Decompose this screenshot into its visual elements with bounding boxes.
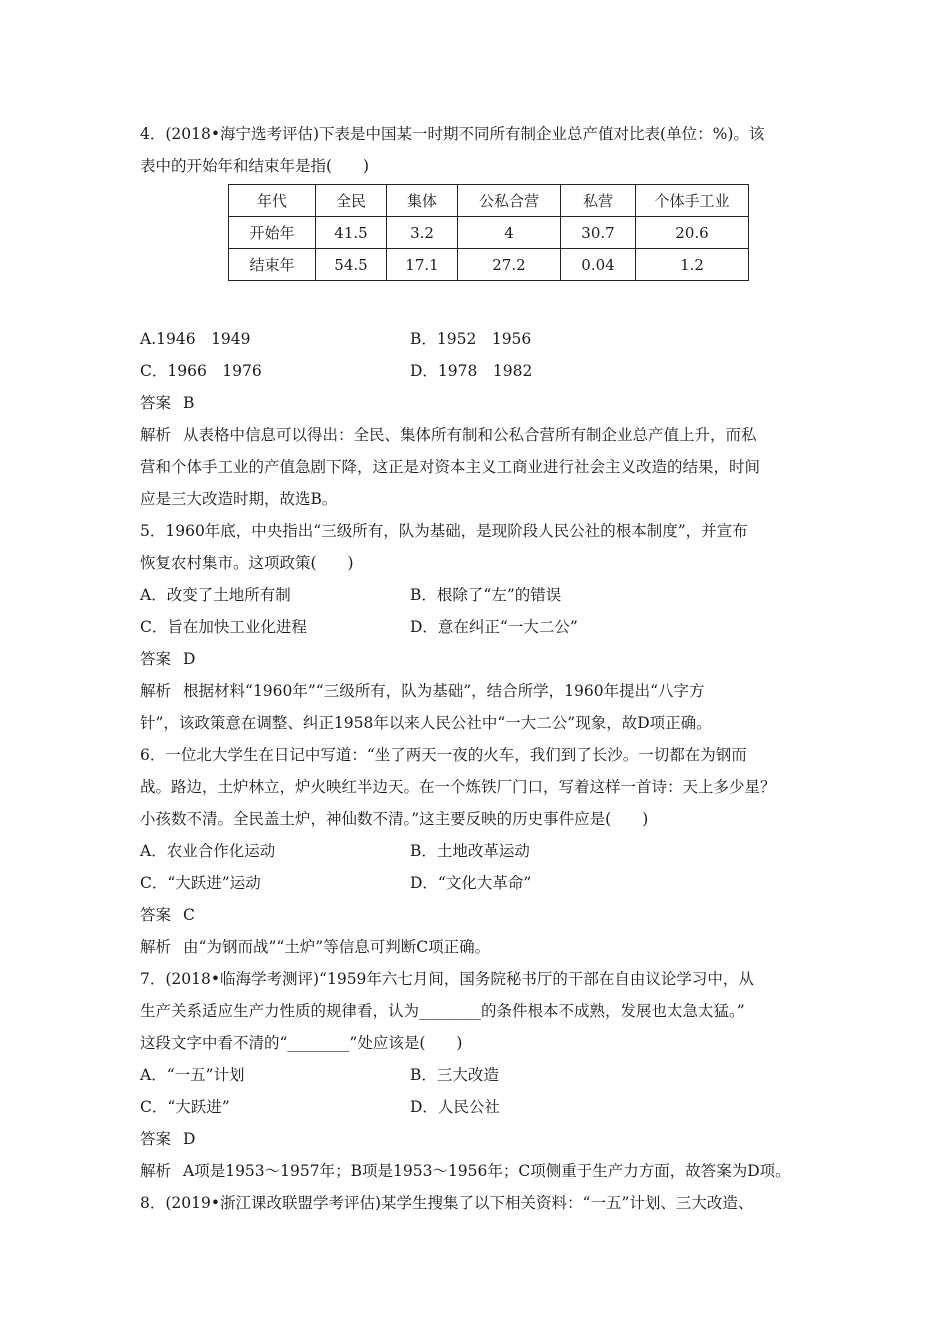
option-d: D．人民公社 xyxy=(410,1098,500,1116)
option-d: D．1978 1982 xyxy=(410,362,533,380)
table-cell: 27.2 xyxy=(458,249,561,281)
question-5-stem-line-2: 恢复农村集市。这项政策( ) xyxy=(140,554,354,572)
option-d: D．意在纠正“一大二公” xyxy=(410,618,578,636)
option-b: B．1952 1956 xyxy=(410,330,532,348)
question-4-stem-line-1: 4．(2018•海宁选考评估)下表是中国某一时期不同所有制企业总产值对比表(单位：%)。该 xyxy=(140,125,765,143)
table-cell: 1.2 xyxy=(636,249,749,281)
analysis-label: 解析 xyxy=(140,938,172,956)
question-8 xyxy=(140,1187,820,1219)
table-cell: 54.5 xyxy=(316,249,387,281)
table-cell: 30.7 xyxy=(561,217,636,249)
table-header-cell: 集体 xyxy=(387,185,458,217)
question-8-stem-line-1: 8．(2019•浙江课改联盟学考评估)某学生搜集了以下相关资料：“一五”计划、三大改造、 xyxy=(140,1194,754,1212)
option-b: B．土地改革运动 xyxy=(410,842,530,860)
answer-value: C xyxy=(183,906,195,924)
question-7-stem-line-3: 这段文字中看不清的“________”处应该是( ) xyxy=(140,1034,463,1052)
option-b: B．根除了“左”的错误 xyxy=(410,586,562,604)
question-6-options-row-1 xyxy=(140,835,820,867)
table-cell: 17.1 xyxy=(387,249,458,281)
table-header-cell: 个体手工业 xyxy=(636,185,749,217)
option-a: A.1946 1949 xyxy=(140,330,251,348)
answer-value: D xyxy=(183,650,196,668)
analysis-text: 根据材料“1960年”“三级所有，队为基础”，结合所学，1960年提出“八字方 xyxy=(183,682,705,700)
answer-label: 答案 xyxy=(140,1130,172,1148)
question-5 xyxy=(140,515,820,739)
table-header-cell: 公私合营 xyxy=(458,185,561,217)
analysis-label: 解析 xyxy=(140,682,172,700)
option-c: C．“大跃进”运动 xyxy=(140,874,261,892)
analysis-text: 由“为钢而战”“土炉”等信息可判断C项正确。 xyxy=(183,938,491,956)
option-a: A．改变了土地所有制 xyxy=(140,586,291,604)
question-7-options-row-1 xyxy=(140,1059,820,1091)
table-cell: 4 xyxy=(458,217,561,249)
question-5-options-row-1 xyxy=(140,579,820,611)
question-4-options-row-1 xyxy=(140,323,820,355)
answer-label: 答案 xyxy=(140,650,172,668)
question-6-options-row-2 xyxy=(140,867,820,899)
question-6-stem-line-2: 战。路边，土炉林立，炉火映红半边天。在一个炼铁厂门口，写着这样一首诗：天上多少星？ xyxy=(140,778,776,796)
table-row xyxy=(229,249,749,281)
question-4-analysis-line-1 xyxy=(140,419,820,451)
question-7-options-row-2 xyxy=(140,1091,820,1123)
analysis-text: A项是1953～1957年；B项是1953～1956年；C项侧重于生产力方面，故答案为D项。 xyxy=(183,1162,791,1180)
table-header-cell: 私营 xyxy=(561,185,636,217)
option-b: B．三大改造 xyxy=(410,1066,499,1084)
table-cell: 结束年 xyxy=(229,249,316,281)
table-cell: 开始年 xyxy=(229,217,316,249)
question-4-stem-line-2: 表中的开始年和结束年是指( ) xyxy=(140,157,370,175)
answer-label: 答案 xyxy=(140,394,172,412)
question-4 xyxy=(140,118,820,515)
question-5-analysis-line-1 xyxy=(140,675,820,707)
table-header-cell: 全民 xyxy=(316,185,387,217)
option-c: C．1966 1976 xyxy=(140,362,262,380)
option-c: C．“大跃进” xyxy=(140,1098,230,1116)
option-c: C．旨在加快工业化进程 xyxy=(140,618,307,636)
table-row xyxy=(229,217,749,249)
table-cell: 20.6 xyxy=(636,217,749,249)
table-cell: 41.5 xyxy=(316,217,387,249)
question-7-answer xyxy=(140,1123,820,1155)
answer-label: 答案 xyxy=(140,906,172,924)
answer-value: D xyxy=(183,1130,196,1148)
question-6-stem-line-3: 小孩数不清。全民盖土炉，神仙数不清。”这主要反映的历史事件应是( ) xyxy=(140,810,649,828)
question-6-analysis-line-1 xyxy=(140,931,820,963)
question-7-analysis-line-1 xyxy=(140,1155,820,1187)
analysis-label: 解析 xyxy=(140,1162,172,1180)
question-5-options-row-2 xyxy=(140,611,820,643)
question-6 xyxy=(140,739,820,963)
question-5-analysis-line-2: 针”，该政策意在调整、纠正1958年以来人民公社中“一大二公”现象，故D项正确。 xyxy=(140,714,712,732)
table-cell: 0.04 xyxy=(561,249,636,281)
question-6-stem-line-1: 6．一位北大学生在日记中写道：“坐了两天一夜的火车，我们到了长沙。一切都在为钢而 xyxy=(140,746,747,764)
analysis-label: 解析 xyxy=(140,426,172,444)
question-4-options-row-2 xyxy=(140,355,820,387)
question-7-stem-line-1: 7．(2018•临海学考测评)“1959年六七月间，国务院秘书厅的干部在自由议论学习中，从 xyxy=(140,970,754,988)
table-header-cell: 年代 xyxy=(229,185,316,217)
question-7 xyxy=(140,963,820,1187)
question-4-answer xyxy=(140,387,820,419)
option-a: A．“一五”计划 xyxy=(140,1066,245,1084)
table-header-row xyxy=(229,185,749,217)
question-4-analysis-line-3: 应是三大改造时期，故选B。 xyxy=(140,490,338,508)
question-7-stem-line-2: 生产关系适应生产力性质的规律看，认为________的条件根本不成熟，发展也太急太猛。” xyxy=(140,1002,745,1020)
option-d: D．“文化大革命” xyxy=(410,874,532,892)
ownership-output-table xyxy=(228,184,749,281)
analysis-text: 从表格中信息可以得出：全民、集体所有制和公私合营所有制企业总产值上升，而私 xyxy=(183,426,757,444)
question-5-answer xyxy=(140,643,820,675)
question-4-analysis-line-2: 营和个体手工业的产值急剧下降，这正是对资本主义工商业进行社会主义改造的结果，时间 xyxy=(140,458,761,476)
table-cell: 3.2 xyxy=(387,217,458,249)
answer-value: B xyxy=(183,394,195,412)
exam-page xyxy=(140,118,820,1219)
question-6-answer xyxy=(140,899,820,931)
question-5-stem-line-1: 5．1960年底，中央指出“三级所有，队为基础，是现阶段人民公社的根本制度”，并宣布 xyxy=(140,522,748,540)
option-a: A．农业合作化运动 xyxy=(140,842,276,860)
